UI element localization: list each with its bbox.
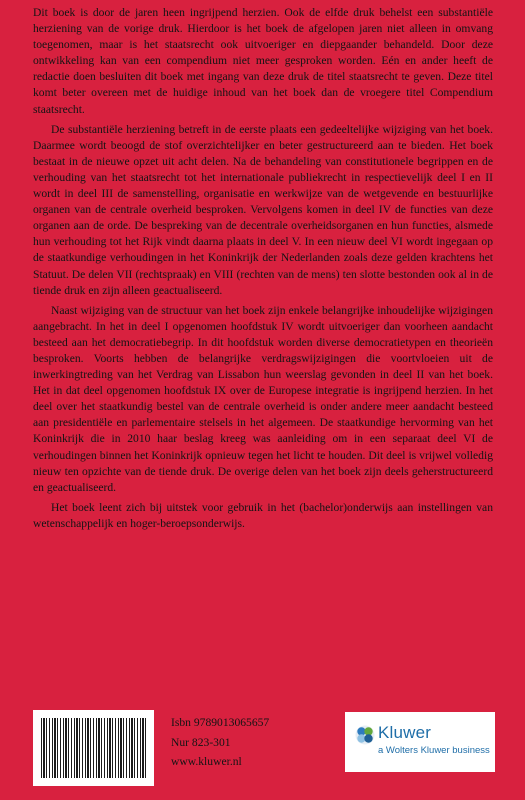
publication-info — [171, 713, 269, 772]
blurb-text — [33, 5, 493, 536]
logo-tagline: a Wolters Kluwer business — [378, 745, 490, 756]
blurb-paragraph-3: Naast wijziging van de structuur van het boek zijn enkele belangrijke inhoudelijke wijzigingen aangebracht. In het in deel I opgenomen hoofdstuk IV wordt uitvoeriger dan voorheen aandacht besteed aan het democratiebegrip. In dit hoofdstuk worden diverse democratietypen en theorieën besproken. Voorts hebben de belangrijke verdragswijzigingen die voortvloeien uit de inwerkingtreding van het Verdrag van Lissabon hun weerslag gevonden in deel II van het boek. Het in dat deel opgenomen hoofdstuk IX over de Europese integratie is ingrijpend herzien. In het deel over het staatkundig bestel van de centrale overheid is onder andere meer aandacht besteed aan presidentiële en parlementaire stelsels in het algemeen. De staatkundige hervorming van het Koninkrijk die in 2010 haar beslag kreeg was aanleiding om in een separaat deel VI de verhoudingen binnen het Koninkrijk opnieuw tegen het licht te houden. Dit deel is vrijwel volledig nieuw ten opzichte van de tiende druk. De overige delen van het boek zijn deels geherstructureerd en geactualiseerd. — [33, 303, 493, 494]
barcode-bars — [41, 718, 146, 778]
nur-text: Nur 823-301 — [171, 735, 231, 749]
blurb-paragraph-4: Het boek leent zich bij uitstek voor gebruik in het (bachelor)onderwijs aan instellingen van wetenschappelijk en hoger-beroepsonderwijs. — [33, 500, 493, 530]
website-text: www.kluwer.nl — [171, 755, 242, 768]
kluwer-logo-icon — [355, 725, 375, 745]
blurb-paragraph-1: Dit boek is door de jaren heen ingrijpend herzien. Ook de elfde druk behelst een substantiële herziening van de vorige druk. Hierdoor is het boek de afgelopen jaren niet alleen in omvang toegenomen, maar is het staatsrecht ook uitvoeriger en diepgaander behandeld. Door deze ontwikkeling kan van een compendium niet meer gesproken worden. Eén en ander heeft de redactie doen besluiten dit boek met ingang van deze druk de titel staatsrecht te geven. Deze titel komt beter overeen met de huidige inhoud van het boek dan de vroegere titel Compendium staatsrecht. — [33, 6, 493, 116]
logo-name: Kluwer — [378, 723, 432, 742]
blurb-paragraph-2: De substantiële herziening betreft in de eerste plaats een gedeeltelijke wijziging van het boek. Daarmee wordt beoogd de stof overzichtelijker en beter gestructureerd aan te bieden. Het boek bestaat in de nieuwe opzet uit acht delen. Na de behandeling van constitutionele begrippen en de verhouding van het staatsrecht tot het internationale publiekrecht in respectievelijk deel I en II wordt in deel III de samenstelling, organisatie en werkwijze van de wetgevende en bestuurlijke organen van de centrale overheid besproken. Vervolgens komen in deel IV de functies van deze organen aan de orde. De bespreking van de decentrale overheidsorganen en hun functies, alsmede hun verhouding tot het Rijk vindt daarna plaats in deel V. In een nieuw deel VI wordt ingegaan op de staatkundige verhoudingen in het Koninkrijk der Nederlanden zoals deze gelden krachtens het Statuut. De delen VII (rechtspraak) en VIII (rechten van de mens) ten slotte bestonden ook al in de tiende druk en zijn alleen geactualiseerd. — [33, 122, 493, 297]
barcode — [33, 710, 154, 786]
isbn-text: Isbn 9789013065657 — [171, 716, 270, 729]
publisher-logo — [345, 712, 495, 772]
